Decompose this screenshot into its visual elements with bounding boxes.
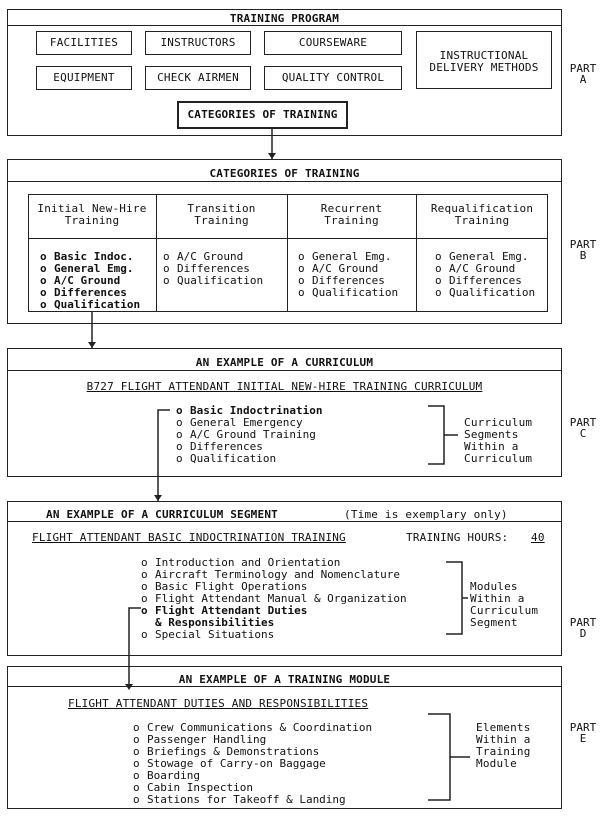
list-item: o Flight Attendant Duties <box>141 604 308 617</box>
part-e-letter: E <box>579 732 587 745</box>
list-item: o Basic Flight Operations <box>141 580 308 593</box>
arrowhead-b-to-c <box>88 342 96 348</box>
courseware-label: COURSEWARE <box>298 36 368 49</box>
connector-d-to-e <box>129 608 141 688</box>
list-item: o Qualification <box>163 274 264 287</box>
list-item: o Stations for Takeoff & Landing <box>133 793 346 806</box>
arrowhead-c-to-d <box>154 495 162 501</box>
part-b-title: CATEGORIES OF TRAINING <box>209 167 360 180</box>
list-item: o General Emg. <box>435 250 529 263</box>
side-label-line: Curriculum <box>470 604 539 617</box>
side-label-line: Curriculum <box>464 416 533 429</box>
recurrent-head-line2: Training <box>324 214 379 227</box>
transition-head-line1: Transition <box>187 202 256 215</box>
arrowhead-d-to-e <box>125 684 133 690</box>
list-item: o A/C Ground Training <box>176 428 316 441</box>
part-e-bracket <box>428 714 470 800</box>
list-item: o Differences <box>298 274 385 287</box>
part-b-letter: B <box>579 249 587 262</box>
list-item: o Crew Communications & Coordination <box>133 721 373 734</box>
list-item: o A/C Ground <box>435 262 516 275</box>
list-item: o Basic Indoctrination <box>176 404 323 417</box>
equipment-label: EQUIPMENT <box>53 71 115 84</box>
side-label-line: Within a <box>464 440 519 453</box>
part-e-word: PART <box>569 721 597 734</box>
list-item: o General Emergency <box>176 416 303 429</box>
part-d-subtitle: FLIGHT ATTENDANT BASIC INDOCTRINATION TRAINING <box>32 531 346 544</box>
list-item: o Briefings & Demonstrations <box>133 745 320 758</box>
categories-of-training-label: CATEGORIES OF TRAINING <box>187 108 338 121</box>
check-airmen-label: CHECK AIRMEN <box>157 71 239 84</box>
list-item: o Differences <box>435 274 522 287</box>
side-label-line: Segments <box>464 428 519 441</box>
side-label-line: Elements <box>476 721 531 734</box>
list-item: o Passenger Handling <box>133 733 267 746</box>
part-a-letter: A <box>579 73 587 86</box>
list-item: o A/C Ground <box>298 262 379 275</box>
part-c-word: PART <box>569 416 597 429</box>
part-c-letter: C <box>579 427 587 440</box>
list-item: o A/C Ground <box>163 250 244 263</box>
side-label-line: Within a <box>476 733 531 746</box>
list-item: o Introduction and Orientation <box>141 556 341 569</box>
list-item: o Differences <box>163 262 250 275</box>
list-item: o Differences <box>40 286 127 299</box>
part-a-word: PART <box>569 62 597 75</box>
list-item: o Aircraft Terminology and Nomenclature <box>141 568 401 581</box>
connector-c-to-d <box>158 410 170 501</box>
list-item: o Differences <box>176 440 263 453</box>
side-label-line: Segment <box>470 616 518 629</box>
list-item: o General Emg. <box>298 250 392 263</box>
side-label-line: Within a <box>470 592 525 605</box>
part-c-subtitle: B727 FLIGHT ATTENDANT INITIAL NEW-HIRE TRAINING CURRICULUM <box>86 380 483 393</box>
list-item: o General Emg. <box>40 262 134 275</box>
list-item: o Qualification <box>40 298 141 311</box>
training-hours-value: 40 <box>531 531 545 544</box>
transition-head-line2: Training <box>194 214 249 227</box>
part-b-word: PART <box>569 238 597 251</box>
requalification-head-line2: Training <box>454 214 510 227</box>
delivery-methods-label: INSTRUCTIONAL DELIVERY METHODS <box>429 49 539 74</box>
list-item: o Qualification <box>298 286 399 299</box>
side-label-line: Training <box>476 745 531 758</box>
part-c-bracket <box>428 406 458 464</box>
list-item: o Special Situations <box>141 628 275 641</box>
part-e-subtitle: FLIGHT ATTENDANT DUTIES AND RESPONSIBILITIES <box>68 697 369 710</box>
part-d-word: PART <box>569 616 597 629</box>
list-item: o Flight Attendant Manual & Organization <box>141 592 407 605</box>
list-item: o Basic Indoc. <box>40 250 134 263</box>
list-item: o Qualification <box>176 452 277 465</box>
quality-control-label: QUALITY CONTROL <box>281 71 385 84</box>
training-hours-label: TRAINING HOURS: <box>406 531 509 544</box>
part-d-note: (Time is exemplary only) <box>344 508 508 521</box>
list-item: o Cabin Inspection <box>133 781 253 794</box>
part-e-title: AN EXAMPLE OF A TRAINING MODULE <box>178 673 391 686</box>
list-item: o A/C Ground <box>40 274 121 287</box>
arrowhead-a-to-b <box>268 153 276 159</box>
facilities-label: FACILITIES <box>49 36 119 49</box>
part-d-bracket <box>446 562 468 634</box>
part-a-title: TRAINING PROGRAM <box>229 12 340 25</box>
part-d-letter: D <box>579 627 587 640</box>
side-label-line: Modules <box>470 580 518 593</box>
initial-new-hire-head-line1: Initial New-Hire <box>37 202 147 215</box>
recurrent-head-line1: Recurrent <box>320 202 383 215</box>
list-item: o Qualification <box>435 286 536 299</box>
list-item: o Stowage of Carry-on Baggage <box>133 757 326 770</box>
initial-new-hire-head-line2: Training <box>64 214 120 227</box>
requalification-head-line1: Requalification <box>430 202 534 215</box>
list-item: & Responsibilities <box>155 616 275 629</box>
side-label-line: Curriculum <box>464 452 533 465</box>
side-label-line: Module <box>476 757 517 770</box>
list-item: o Boarding <box>133 769 200 782</box>
part-d-title: AN EXAMPLE OF A CURRICULUM SEGMENT <box>46 508 278 521</box>
instructors-label: INSTRUCTORS <box>160 36 236 49</box>
part-c-title: AN EXAMPLE OF A CURRICULUM <box>195 356 374 369</box>
